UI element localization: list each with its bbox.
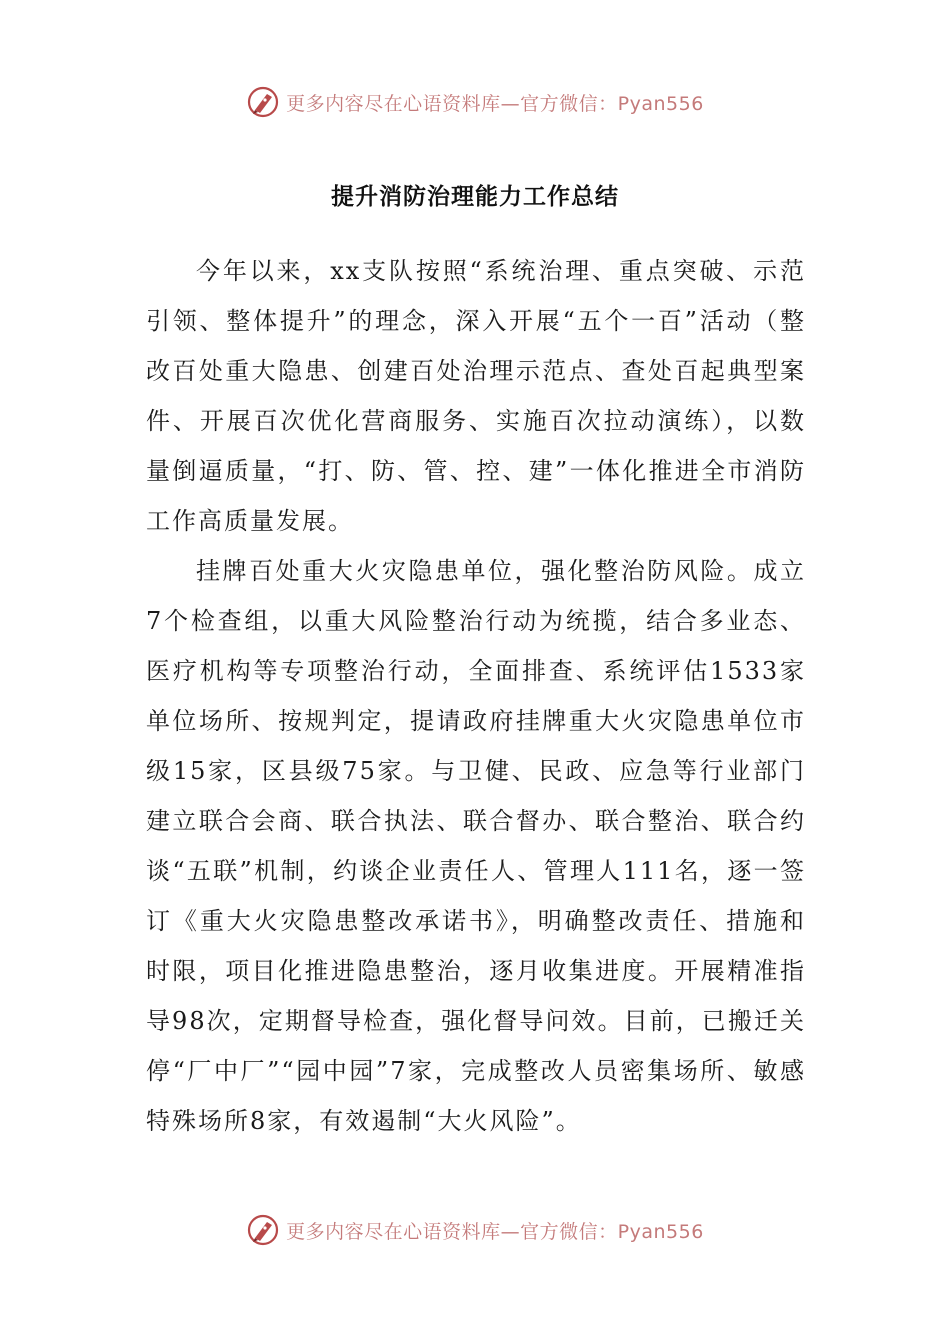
watermark-text: 更多内容尽在心语资料库—官方微信：Pyan556 <box>286 92 704 115</box>
document-title: 提升消防治理能力工作总结 <box>331 184 619 210</box>
document-body <box>146 246 806 1146</box>
pen-nib-logo-icon <box>246 85 280 119</box>
header-watermark-banner <box>0 82 950 122</box>
footer-watermark-banner <box>0 1210 950 1250</box>
paragraph-intro: 今年以来，xx支队按照“系统治理、重点突破、示范引领、整体提升”的理念，深入开展“五个一百”活动（整改百处重大隐患、创建百处治理示范点、查处百起典型案件、开展百次优化营商服务、实施百次拉动演练），以数量倒逼质量，“打、防、管、控、建”一体化推进全市消防工作高质量发展。 <box>146 257 806 535</box>
pen-nib-logo-icon <box>246 1213 280 1247</box>
watermark-text: 更多内容尽在心语资料库—官方微信：Pyan556 <box>286 1220 704 1243</box>
paragraph-hidden-danger: 挂牌百处重大火灾隐患单位，强化整治防风险。成立7个检查组，以重大风险整治行动为统揽，结合多业态、医疗机构等专项整治行动，全面排查、系统评估1533家单位场所、按规判定，提请政府挂牌重大火灾隐患单位市级15家，区县级75家。与卫健、民政、应急等行业部门建立联合会商、联合执法、联合督办、联合整治、联合约谈“五联”机制，约谈企业责任人、管理人111名，逐一签订《重大火灾隐患整改承诺书》，明确整改责任、措施和时限，项目化推进隐患整治，逐月收集进度。开展精准指导98次，定期督导检查，强化督导问效。目前，已搬迁关停“厂中厂”“园中园”7家，完成整改人员密集场所、敏感特殊场所8家，有效遏制“大火风险”。 <box>146 557 806 1135</box>
